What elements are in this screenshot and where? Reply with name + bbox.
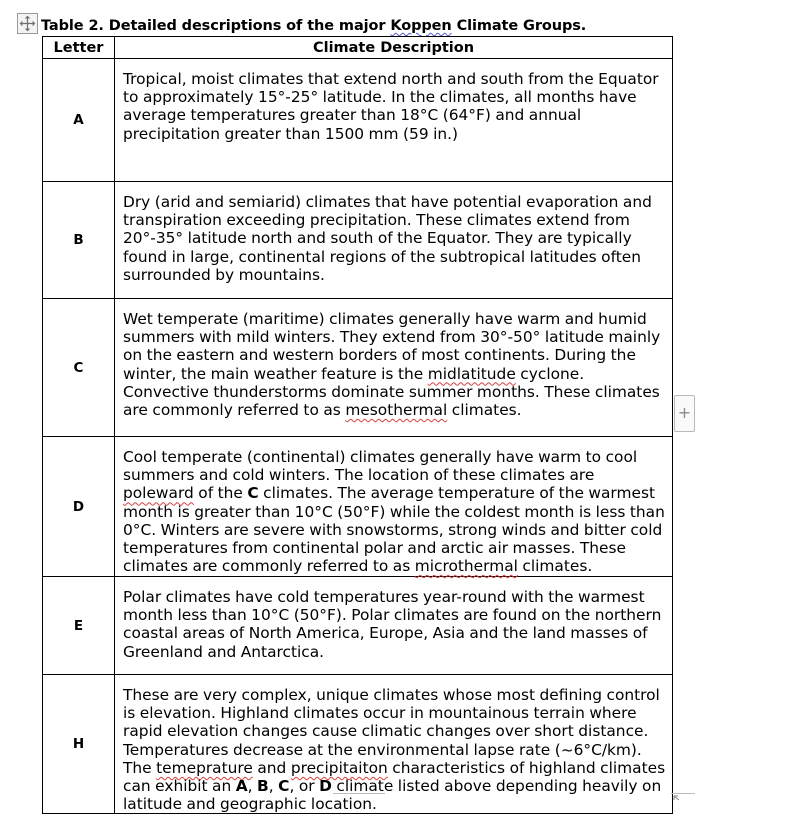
caption-flagged-word: Koppen	[390, 18, 452, 34]
add-row-button[interactable]	[674, 395, 695, 432]
row-description: Polar climates have cold temperatures year-round with the warmest month less than 10°C (50°F). Polar climates are found on the northern coastal areas of North America, Europe, Asia and the land masses of Greenland and Antarctica.	[115, 577, 673, 675]
flagged-word: midlatitude	[427, 364, 516, 383]
row-letter: D	[43, 437, 115, 577]
header-row	[43, 37, 673, 59]
flagged-word: temeprature	[156, 758, 253, 777]
table-caption	[41, 16, 586, 36]
row-description: Wet temperate (maritime) climates generally have warm and humid summers with mild winters. They extend from 30°-50° latitude mainly on the eastern and western borders of most continents. During the winter, the main weather feature is the midlatitude cyclone. Convective thunderstorms dominate summer months. These climates are commonly referred to as mesothermal climates.	[115, 299, 673, 437]
table-row	[43, 299, 673, 437]
plus-icon: +	[677, 403, 692, 422]
row-letter: C	[43, 299, 115, 437]
table-row	[43, 577, 673, 675]
table-move-handle[interactable]	[17, 13, 38, 34]
row-letter: A	[43, 59, 115, 182]
caption-text: Table 2. Detailed descriptions of the major	[41, 18, 391, 34]
row-letter: E	[43, 577, 115, 675]
header-letter: Letter	[43, 37, 115, 59]
row-description: Dry (arid and semiarid) climates that have potential evaporation and transpiration exceeding precipitation. These climates extend from 20°-35° latitude north and south of the Equator. They are typically found in large, continental regions of the subtropical latitudes often surrounded by mountains.	[115, 182, 673, 299]
climate-groups-table	[42, 36, 673, 814]
caption-text-end: Climate Groups.	[451, 18, 587, 34]
table-row	[43, 182, 673, 299]
flagged-word: poleward	[123, 484, 194, 503]
table-row	[43, 59, 673, 182]
table-row	[43, 437, 673, 577]
move-arrows-icon	[19, 15, 36, 32]
row-letter: H	[43, 675, 115, 814]
row-description: These are very complex, unique climates whose most defining control is elevation. Highland climates occur in mountainous terrain where rapid elevation changes cause climatic changes over short distance. Temperatures decrease at the environmental lapse rate (~6°C/km). The temeprature and precipitaiton characteristics of highland climates can exhibit an A, B, C, or D climate listed above depending heavily on latitude and geographic location.	[115, 675, 673, 814]
row-description: Cool temperate (continental) climates generally have warm to cool summers and cold winters. The location of these climates are poleward of the C climates. The average temperature of the warmest month is greater than 10°C (50°F) while the coldest month is less than 0°C. Winters are severe with snowstorms, strong winds and bitter cold temperatures from continental polar and arctic air masses. These climates are commonly referred to as microthermal climates.	[115, 437, 673, 577]
row-letter: B	[43, 182, 115, 299]
header-description: Climate Description	[115, 37, 673, 59]
resize-icon	[673, 795, 683, 801]
flagged-word: precipitaiton	[290, 758, 388, 777]
flagged-word: mesothermal	[345, 401, 448, 420]
flagged-word: microthermal	[414, 557, 518, 576]
row-description: Tropical, moist climates that extend north and south from the Equator to approximately 15°-25° latitude. In the climates, all months have average temperatures greater than 18°C (64°F) and annual precipitation greater than 1500 mm (59 in.)	[115, 59, 673, 182]
